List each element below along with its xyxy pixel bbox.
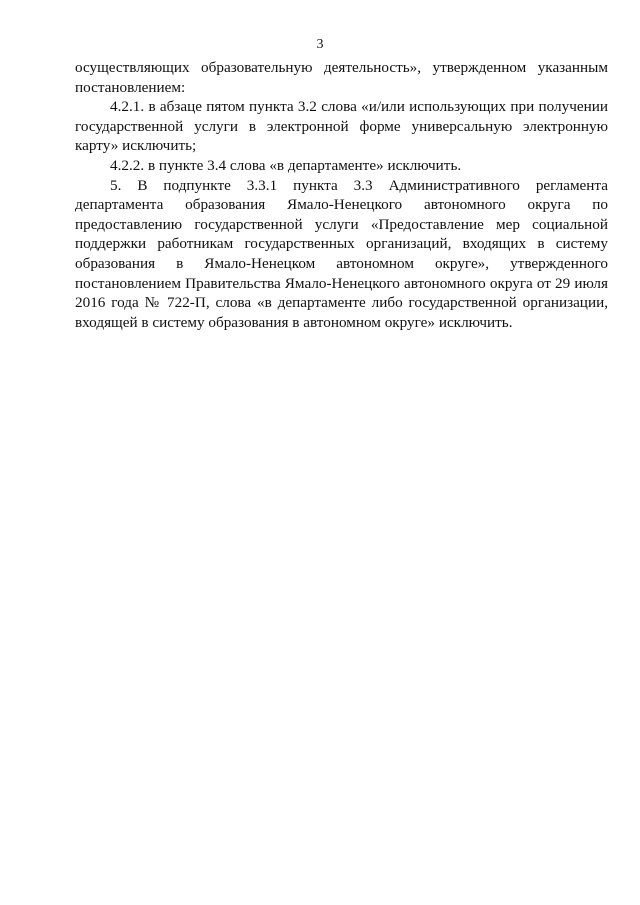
- paragraph-5: 5. В подпункте 3.3.1 пункта 3.3 Административного регламента департамента образования Ямало-Ненецкого автономного округа по предоставлению государственной услуги «Предоставление мер социальной поддержки работникам государственных организаций, входящих в систему образования в Ямало-Ненецком автономном округе», утвержденного постановлением Правительства Ямало-Ненецкого автономного округа от 29 июля 2016 года № 722-П, слова «в департаменте либо государственной организации, входящей в систему образования в автономном округе» исключить.: [75, 176, 608, 331]
- paragraph-4-2-2: 4.2.2. в пункте 3.4 слова «в департаменте» исключить.: [110, 156, 462, 174]
- paragraph-4-2-1: 4.2.1. в абзаце пятом пункта 3.2 слова «и/или использующих при получении государственной услуги в электронной форме универсальную электронную карту» исключить;: [75, 98, 608, 155]
- page-number: 3: [316, 37, 324, 52]
- document-body: [75, 58, 608, 332]
- paragraph-continuation: осуществляющих образовательную деятельность», утвержденном указанным постановлением:: [75, 59, 608, 96]
